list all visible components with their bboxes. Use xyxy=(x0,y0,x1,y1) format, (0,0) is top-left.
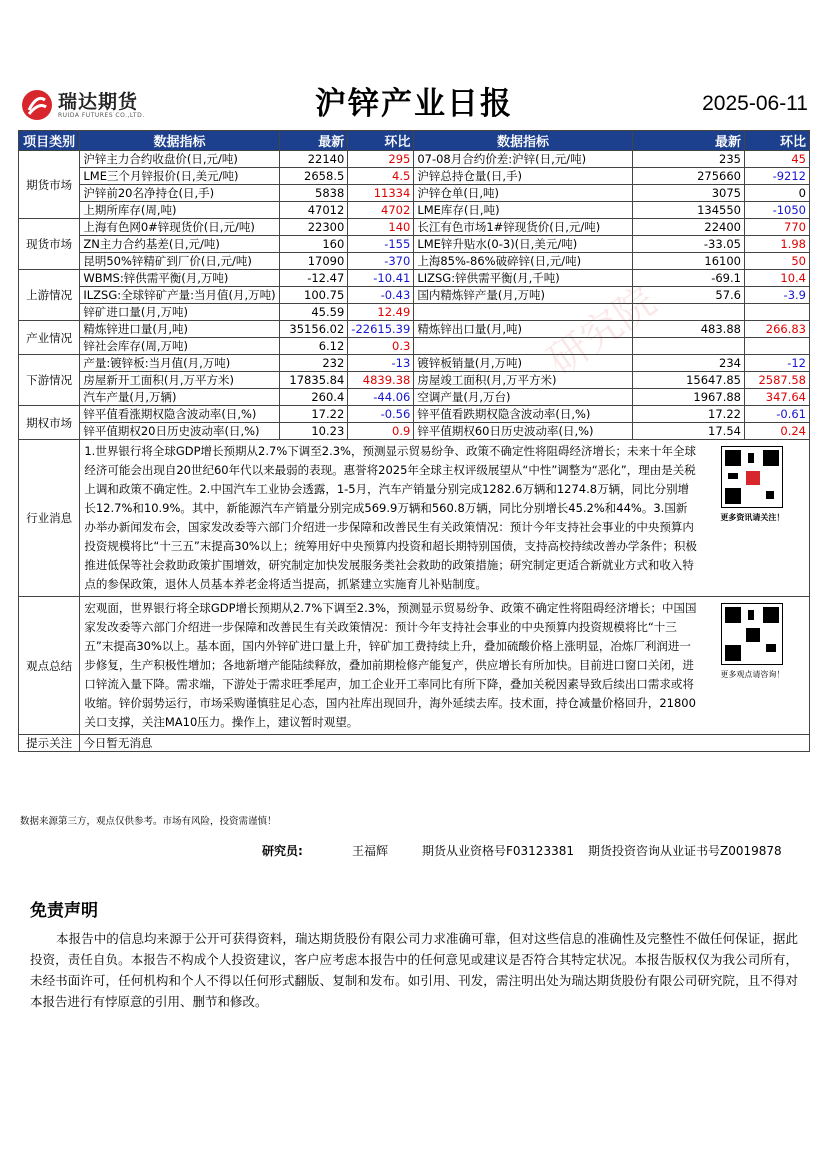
indicator-name: ILZSG:全球锌矿产量:当月值(月,万吨) xyxy=(80,287,279,304)
latest-value xyxy=(632,338,744,355)
header-indicator: 数据指标 xyxy=(80,131,279,151)
table-row xyxy=(19,219,810,236)
change-value: 0.9 xyxy=(348,423,414,440)
qr-block xyxy=(702,597,802,734)
table-row xyxy=(19,389,810,406)
change-value: -13 xyxy=(348,355,414,372)
category-cell: 提示关注 xyxy=(19,735,80,752)
indicator-name: 锌平值期权60日历史波动率(日,%) xyxy=(414,423,632,440)
indicator-name: 锌矿进口量(月,万吨) xyxy=(80,304,279,321)
change-value: 0.24 xyxy=(744,423,809,440)
table-row xyxy=(19,185,810,202)
report-header xyxy=(18,78,810,130)
indicator-name: 房屋竣工面积(月,万平方米) xyxy=(414,372,632,389)
table-row xyxy=(19,253,810,270)
report-title: 沪锌产业日报 xyxy=(315,86,513,122)
viewpoint-text: 宏观面，世界银行将全球GDP增长预期从2.7%下调至2.3%，预测显示贸易纷争、政策不确定性将阻碍经济增长；中国国家发改委等六部门介绍进一步保障和改善民生有关政策情况：预计今年支持社会事业的中央预算内投资规模将比“十三五”末提高30%以上。基本面，国内外锌矿进口量上升，锌矿加工费持续上升，叠加硫酸价格上涨明显，冶炼厂利润进一步修复，生产积极性增加；各地新增产能陆续释放，叠加前期检修产能复产，供应增长有所加快。目前进口窗口关闭，进口锌流入量下降。需求端，下游处于需求旺季尾声，加工企业开工率同比有所下降，叠加关税因素导致后续出口需求或将收缩。锌价弱势运行，市场采购谨慎驻足心态，国内社库出现回升，海外延续去库。技术面，持仓减量价格回升，21800关口支撑，关注MA10压力。操作上，建议暂时观望。 xyxy=(84,601,697,729)
indicator-name xyxy=(414,338,632,355)
latest-value: 100.75 xyxy=(279,287,348,304)
qr-caption: 更多观点请咨询！ xyxy=(720,670,785,679)
researcher-name: 王福辉 xyxy=(352,844,389,858)
latest-value: -33.05 xyxy=(632,236,744,253)
change-value: 0 xyxy=(744,185,809,202)
indicator-name: 上海有色网0#锌现货价(日,元/吨) xyxy=(80,219,279,236)
change-value: 45 xyxy=(744,151,809,168)
latest-value: -69.1 xyxy=(632,270,744,287)
change-value: 0.3 xyxy=(348,338,414,355)
change-value: 50 xyxy=(744,253,809,270)
indicator-name: 锌平值看跌期权隐含波动率(日,%) xyxy=(414,406,632,423)
indicator-name: ZN主力合约基差(日,元/吨) xyxy=(80,236,279,253)
indicator-name: 上期所库存(周,吨) xyxy=(80,202,279,219)
indicator-name: LIZSG:锌供需平衡(月,千吨) xyxy=(414,270,632,287)
indicator-name: 国内精炼锌产量(月,万吨) xyxy=(414,287,632,304)
header-change: 环比 xyxy=(744,131,809,151)
change-value: -3.9 xyxy=(744,287,809,304)
change-value: 1.98 xyxy=(744,236,809,253)
license-consulting: 期货投资咨询从业证书号Z0019878 xyxy=(588,844,782,858)
change-value: -12 xyxy=(744,355,809,372)
change-value: -9212 xyxy=(744,168,809,185)
change-value: 4702 xyxy=(348,202,414,219)
latest-value xyxy=(632,304,744,321)
report-date: 2025-06-11 xyxy=(702,92,808,115)
table-row xyxy=(19,202,810,219)
latest-value: 22140 xyxy=(279,151,348,168)
header-category: 项目类别 xyxy=(19,131,80,151)
latest-value: 232 xyxy=(279,355,348,372)
logo-name: 瑞达期货 xyxy=(58,90,139,113)
latest-value: 57.6 xyxy=(632,287,744,304)
latest-value: 3075 xyxy=(632,185,744,202)
change-value: 4.5 xyxy=(348,168,414,185)
indicator-name: 沪锌总持仓量(日,手) xyxy=(414,168,632,185)
qr-caption: 更多资讯请关注！ xyxy=(720,513,785,522)
latest-value: 22300 xyxy=(279,219,348,236)
latest-value: 260.4 xyxy=(279,389,348,406)
change-value: -155 xyxy=(348,236,414,253)
qr-code-icon xyxy=(721,446,783,508)
indicator-name: 镀锌板销量(月,万吨) xyxy=(414,355,632,372)
header-change: 环比 xyxy=(348,131,414,151)
change-value: 295 xyxy=(348,151,414,168)
change-value: 11334 xyxy=(348,185,414,202)
industry-news-text: 1.世界银行将全球GDP增长预期从2.7%下调至2.3%，预测显示贸易纷争、政策不确定性将阻碍经济增长；未来十年全球经济可能会出现自20世纪60年代以来最弱的表现。惠誉将2025年全球主权评级展望从“中性”调整为“恶化”，理由是关税上调和政策不确定性。2.中国汽车工业协会透露，1-5月，汽车产销量分别完成1282.6万辆和1274.8万辆，同比分别增长12.7%和10.9%。其中，新能源汽车产销量分别完成569.9万辆和560.8万辆，同比分别增长45.2%和44%。3.国新办举办新闻发布会，国家发改委等六部门介绍进一步保障和改善民生有关政策情况：预计今年支持社会事业的中央预算内投资规模将比“十三五”末提高30%以上；统筹用好中央预算内投资和超长期特别国债，支持高校持续改善办学条件；积极推进低保等社会救助政策扩围增效，研究制定加快发展服务类社会救助的政策措施；研究制定更适合新就业方式和收入特点的参保政策，退休人员基本养老金将适当提高，抓紧建立实施育儿补贴制度。 xyxy=(84,444,697,591)
change-value: 10.4 xyxy=(744,270,809,287)
disclaimer-title: 免责声明 xyxy=(30,901,98,921)
category-cell: 上游情况 xyxy=(19,270,80,321)
latest-value: 483.88 xyxy=(632,321,744,338)
table-row xyxy=(19,406,810,423)
indicator-name: 房屋新开工面积(月,万平方米) xyxy=(80,372,279,389)
tips-text: 今日暂无消息 xyxy=(80,735,810,752)
latest-value: 17.54 xyxy=(632,423,744,440)
data-source-note: 数据来源第三方，观点仅供参考。市场有风险，投资需谨慎！ xyxy=(20,816,277,827)
change-value: 2587.58 xyxy=(744,372,809,389)
indicator-name: LME库存(日,吨) xyxy=(414,202,632,219)
latest-value: 16100 xyxy=(632,253,744,270)
change-value: 12.49 xyxy=(348,304,414,321)
indicator-name: 长江有色市场1#锌现货价(日,元/吨) xyxy=(414,219,632,236)
indicator-name: 沪锌主力合约收盘价(日,元/吨) xyxy=(80,151,279,168)
change-value: -44.06 xyxy=(348,389,414,406)
indicator-name: 昆明50%锌精矿到厂价(日,元/吨) xyxy=(80,253,279,270)
table-row xyxy=(19,287,810,304)
change-value: 140 xyxy=(348,219,414,236)
indicator-name: 锌社会库存(周,万吨) xyxy=(80,338,279,355)
latest-value: 22400 xyxy=(632,219,744,236)
indicator-name: 沪锌仓单(日,吨) xyxy=(414,185,632,202)
indicator-name: 沪锌前20名净持仓(日,手) xyxy=(80,185,279,202)
data-table xyxy=(18,130,810,752)
latest-value: 17835.84 xyxy=(279,372,348,389)
header-indicator: 数据指标 xyxy=(414,131,632,151)
header-latest: 最新 xyxy=(632,131,744,151)
latest-value: 15647.85 xyxy=(632,372,744,389)
researcher-label: 研究员: xyxy=(262,844,303,858)
table-row xyxy=(19,151,810,168)
latest-value: 17090 xyxy=(279,253,348,270)
change-value: -0.61 xyxy=(744,406,809,423)
change-value: -1050 xyxy=(744,202,809,219)
latest-value: 134550 xyxy=(632,202,744,219)
indicator-name: 精炼锌出口量(月,吨) xyxy=(414,321,632,338)
latest-value: 45.59 xyxy=(279,304,348,321)
indicator-name: 上海85%-86%破碎锌(日,元/吨) xyxy=(414,253,632,270)
indicator-name: 锌平值期权20日历史波动率(日,%) xyxy=(80,423,279,440)
table-row xyxy=(19,423,810,440)
latest-value: 17.22 xyxy=(632,406,744,423)
change-value: -22615.39 xyxy=(348,321,414,338)
change-value: -370 xyxy=(348,253,414,270)
category-cell: 期货市场 xyxy=(19,151,80,219)
latest-value: 47012 xyxy=(279,202,348,219)
qr-block xyxy=(702,440,802,596)
category-cell: 产业情况 xyxy=(19,321,80,355)
change-value: -0.56 xyxy=(348,406,414,423)
logo-english: RUIDA FUTURES CO.,LTD. xyxy=(58,111,145,119)
indicator-name xyxy=(414,304,632,321)
change-value: 4839.38 xyxy=(348,372,414,389)
indicator-name: LME锌升贴水(0-3)(日,美元/吨) xyxy=(414,236,632,253)
license-qualification: 期货从业资格号F03123381 xyxy=(422,844,574,858)
latest-value: 160 xyxy=(279,236,348,253)
indicator-name: 07-08月合约价差:沪锌(日,元/吨) xyxy=(414,151,632,168)
change-value xyxy=(744,338,809,355)
change-value xyxy=(744,304,809,321)
table-row xyxy=(19,304,810,321)
change-value: -0.43 xyxy=(348,287,414,304)
table-row xyxy=(19,236,810,253)
indicator-name: WBMS:锌供需平衡(月,万吨) xyxy=(80,270,279,287)
industry-news-row xyxy=(19,440,810,597)
indicator-name: 锌平值看涨期权隐含波动率(日,%) xyxy=(80,406,279,423)
indicator-name: 汽车产量(月,万辆) xyxy=(80,389,279,406)
latest-value: 234 xyxy=(632,355,744,372)
category-cell: 行业消息 xyxy=(19,440,80,597)
change-value: 770 xyxy=(744,219,809,236)
viewpoint-row xyxy=(19,597,810,735)
latest-value: 235 xyxy=(632,151,744,168)
table-header-row xyxy=(19,131,810,151)
table-row xyxy=(19,338,810,355)
table-row xyxy=(19,270,810,287)
table-row xyxy=(19,168,810,185)
qr-code-icon xyxy=(721,603,783,665)
category-cell: 期权市场 xyxy=(19,406,80,440)
header-latest: 最新 xyxy=(279,131,348,151)
disclaimer-text: 本报告中的信息均来源于公开可获得资料，瑞达期货股份有限公司力求准确可靠，但对这些信息的准确性及完整性不做任何保证，据此投资，责任自负。本报告不构成个人投资建议，客户应考虑本报告中的任何意见或建议是否符合其特定状况。本报告版权仅为我公司所有，未经书面许可，任何机构和个人不得以任何形式翻版、复制和发布。如引用、刊发，需注明出处为瑞达期货股份有限公司研究院，且不得对本报告进行有悖原意的引用、删节和修改。 xyxy=(30,931,798,1009)
change-value: 266.83 xyxy=(744,321,809,338)
latest-value: 10.23 xyxy=(279,423,348,440)
latest-value: 35156.02 xyxy=(279,321,348,338)
indicator-name: 精炼锌进口量(月,吨) xyxy=(80,321,279,338)
indicator-name: 空调产量(月,万台) xyxy=(414,389,632,406)
category-cell: 现货市场 xyxy=(19,219,80,270)
latest-value: 1967.88 xyxy=(632,389,744,406)
indicator-name: 产量:镀锌板:当月值(月,万吨) xyxy=(80,355,279,372)
table-row xyxy=(19,321,810,338)
table-row xyxy=(19,372,810,389)
indicator-name: LME三个月锌报价(日,美元/吨) xyxy=(80,168,279,185)
latest-value: 6.12 xyxy=(279,338,348,355)
latest-value: -12.47 xyxy=(279,270,348,287)
watermark: 研究院 xyxy=(539,278,665,385)
tips-row xyxy=(19,735,810,752)
latest-value: 5838 xyxy=(279,185,348,202)
change-value: 347.64 xyxy=(744,389,809,406)
category-cell: 下游情况 xyxy=(19,355,80,406)
change-value: -10.41 xyxy=(348,270,414,287)
latest-value: 275660 xyxy=(632,168,744,185)
latest-value: 17.22 xyxy=(279,406,348,423)
latest-value: 2658.5 xyxy=(279,168,348,185)
category-cell: 观点总结 xyxy=(19,597,80,735)
table-row xyxy=(19,355,810,372)
